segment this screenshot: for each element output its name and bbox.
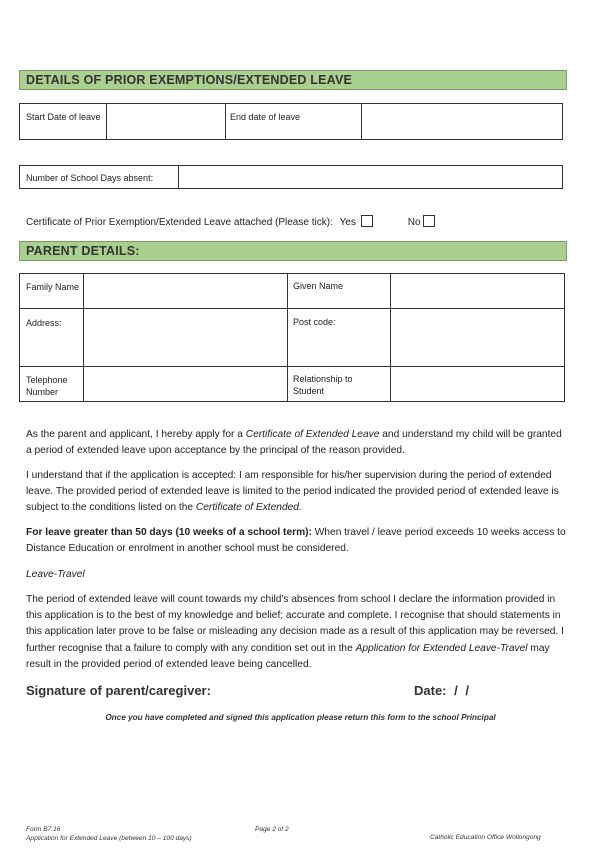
- address-field[interactable]: [84, 309, 286, 365]
- certificate-no-label: No: [407, 217, 421, 228]
- relationship-label: Relationship to Student: [293, 374, 353, 396]
- address-label: Address:: [26, 318, 62, 328]
- days-absent-field[interactable]: [179, 166, 562, 188]
- footer-form-title: Application for Extended Leave (between 10 – 100 days): [26, 835, 192, 842]
- declaration-paragraph: The period of extended leave will count towards my child's absences from school I declare the information provided in this application is to the best of my knowledge and belief; accurate and complete. I recognise that should statements in this application later prove to be false or misleading any decision made as a result of this application may be reversed. I further recognise that a failure to comply with any condition set out in the Application for Extended Leave-Travel may result in the provided period of extended leave being cancelled.: [26, 594, 564, 670]
- long-leave-paragraph: For leave greater than 50 days (10 weeks of a school term): When travel / leave period exceeds 10 weeks access to Distance Education or enrolment in another school must be considered.: [26, 527, 566, 555]
- given-name-label: Given Name: [293, 281, 344, 291]
- footer-office: Catholic Education Office Wollongong: [430, 834, 541, 841]
- prior-exemptions-heading: DETAILS OF PRIOR EXEMPTIONS/EXTENDED LEAVE: [19, 70, 567, 90]
- end-date-field[interactable]: [362, 104, 562, 139]
- signature-label: Signature of parent/caregiver:: [26, 683, 211, 698]
- given-name-field[interactable]: [391, 274, 564, 307]
- application-paragraph: As the parent and applicant, I hereby apply for a Certificate of Extended Leave and understand my child will be granted a period of extended leave upon acceptance by the principal of the reason provided.: [26, 429, 562, 457]
- footer-form-code: Form B7.16: [26, 826, 61, 833]
- certificate-yes-label: Yes: [339, 217, 356, 228]
- leave-travel-heading: Leave-Travel: [26, 569, 85, 580]
- certificate-line: [26, 215, 435, 228]
- certificate-no-checkbox[interactable]: [423, 215, 435, 227]
- return-note: Once you have completed and signed this application please return this form to the school Principal: [105, 713, 496, 722]
- family-name-label: Family Name: [26, 282, 80, 292]
- parent-details-heading: PARENT DETAILS:: [19, 241, 567, 261]
- days-absent-label: Number of School Days absent:: [26, 173, 154, 183]
- signature-field[interactable]: [210, 681, 400, 701]
- post-code-label: Post code:: [293, 317, 336, 327]
- date-label: Date: / /: [414, 683, 469, 698]
- start-date-field[interactable]: [107, 104, 224, 139]
- post-code-field[interactable]: [391, 309, 564, 365]
- start-date-label: Start Date of leave: [26, 112, 101, 122]
- supervision-paragraph: I understand that if the application is accepted: I am responsible for his/her supervision during the period of extended leave. The provided period of extended leave is limited to the period indicated the provided period of extended leave is subject to the conditions listed on the Certificate of Extended.: [26, 470, 559, 514]
- footer-page-number: Page 2 of 2: [255, 826, 289, 833]
- end-date-label: End date of leave: [230, 112, 301, 122]
- certificate-label: Certificate of Prior Exemption/Extended Leave attached (Please tick):: [26, 217, 333, 228]
- family-name-field[interactable]: [84, 274, 286, 307]
- telephone-field[interactable]: [84, 367, 286, 401]
- telephone-label: Telephone Number: [26, 375, 68, 397]
- relationship-field[interactable]: [391, 367, 564, 401]
- certificate-yes-checkbox[interactable]: [361, 215, 373, 227]
